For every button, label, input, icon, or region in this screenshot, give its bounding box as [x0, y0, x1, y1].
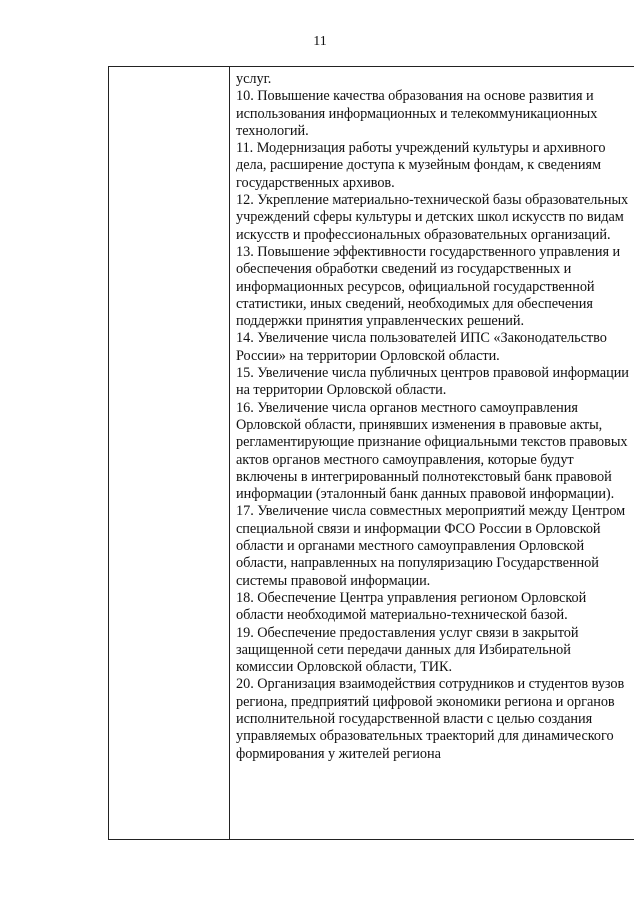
page-number: 11: [313, 34, 327, 49]
paragraph-item-12: 12. Укрепление материально-технической базы образовательных учреждений сферы культуры и детских школ искусств по видам искусств и профессиональных образовательных организаций.: [236, 192, 629, 243]
paragraph-item-19: 19. Обеспечение предоставления услуг связи в закрытой защищенной сети передачи данных для Избирательной комиссии Орловской области, ТИК.: [236, 624, 579, 676]
paragraph-item-13: 13. Повышение эффективности государственного управления и обеспечения обработки сведений из государственных и информационных ресурсов, официальной государственной статистики, иных сведений, необходимых для обеспечения поддержки принятия управленческих решений.: [236, 243, 621, 330]
paragraph-item-16: 16. Увеличение числа органов местного самоуправления Орловской области, принявших изменения в правовые акты, регламентирующие признание официальными текстов правовых актов органов местного самоуправления, которые будут включены в интегрированный полнотекстовый банк правовой информации (эталонный банк данных правовой информации).: [236, 399, 628, 503]
table-left-cell: [109, 67, 229, 839]
paragraph-item-15: 15. Увеличение числа публичных центров правовой информации на территории Орловской области.: [236, 365, 629, 399]
document-table: [108, 66, 634, 840]
paragraph-item-14: 14. Увеличение числа пользователей ИПС «Законодательство России» на территории Орловской области.: [236, 330, 607, 364]
paragraph-item-10: 10. Повышение качества образования на основе развития и использования информационных и телекоммуникационных технологий.: [236, 88, 598, 139]
paragraph-item-11: 11. Модернизация работы учреждений культуры и архивного дела, расширение доступа к музейным фондам, к сведениям государственных архивов.: [236, 140, 606, 191]
paragraph-item-20: 20. Организация взаимодействия сотрудников и студентов вузов региона, предприятий цифровой экономики региона и органов исполнительной государственной власти с целью создания управляемых образовательных траекторий для динамического формирования у жителей региона: [236, 676, 625, 762]
paragraph-item-17: 17. Увеличение числа совместных мероприятий между Центром специальной связи и информации ФСО России в Орловской области и органами местного самоуправления Орловской области, направленных на популяризацию Государственной системы правовой информации.: [236, 503, 626, 589]
paragraph-continuation: услуг.: [236, 71, 272, 87]
table-column-divider: [229, 67, 230, 839]
table-right-cell: [236, 71, 630, 763]
paragraph-item-18: 18. Обеспечение Центра управления регионом Орловской области необходимой материально-технической базой.: [236, 589, 587, 624]
